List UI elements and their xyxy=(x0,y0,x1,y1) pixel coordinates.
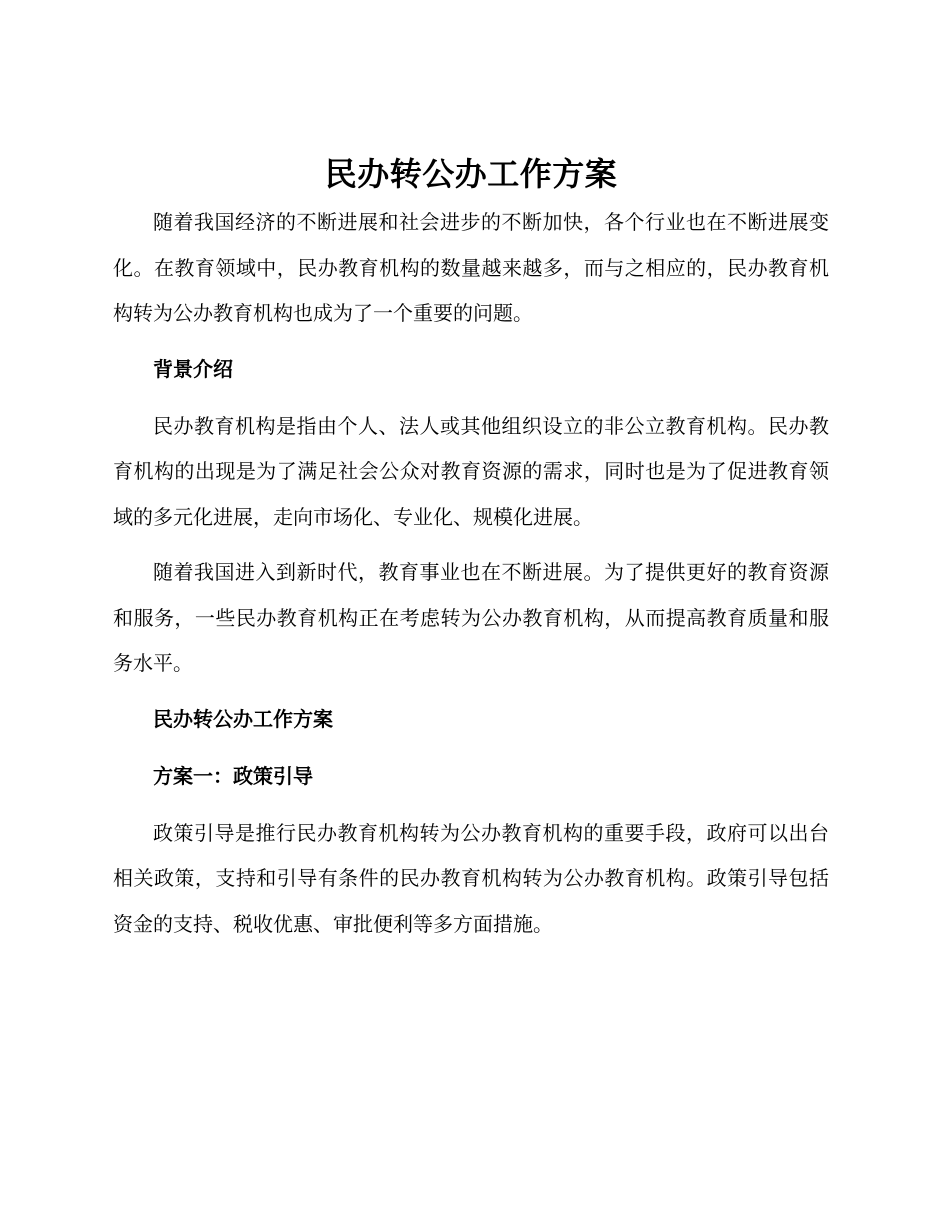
plan-heading: 民办转公办工作方案 xyxy=(153,706,333,731)
plan-one-heading: 方案一：政策引导 xyxy=(153,763,313,788)
document-title: 民办转公办工作方案 xyxy=(324,155,618,193)
background-paragraph-1: 民办教育机构是指由个人、法人或其他组织设立的非公立教育机构。民办教育机构的出现是为了满足社会公众对教育资源的需求，同时也是为了促进教育领域的多元化进展，走向市场化、专业化、规模化进展。 xyxy=(113,413,829,529)
plan-one-paragraph: 政策引导是推行民办教育机构转为公办教育机构的重要手段，政府可以出台相关政策，支持和引导有条件的民办教育机构转为公办教育机构。政策引导包括资金的支持、税收优惠、审批便利等多方面措施。 xyxy=(113,820,829,936)
intro-paragraph: 随着我国经济的不断进展和社会进步的不断加快，各个行业也在不断进展变化。在教育领域中，民办教育机构的数量越来越多，而与之相应的，民办教育机构转为公办教育机构也成为了一个重要的问题。 xyxy=(113,210,829,325)
background-heading: 背景介绍 xyxy=(153,356,233,381)
document-page xyxy=(113,148,829,957)
background-paragraph-2: 随着我国进入到新时代，教育事业也在不断进展。为了提供更好的教育资源和服务，一些民办教育机构正在考虑转为公办教育机构，从而提高教育质量和服务水平。 xyxy=(113,560,829,675)
